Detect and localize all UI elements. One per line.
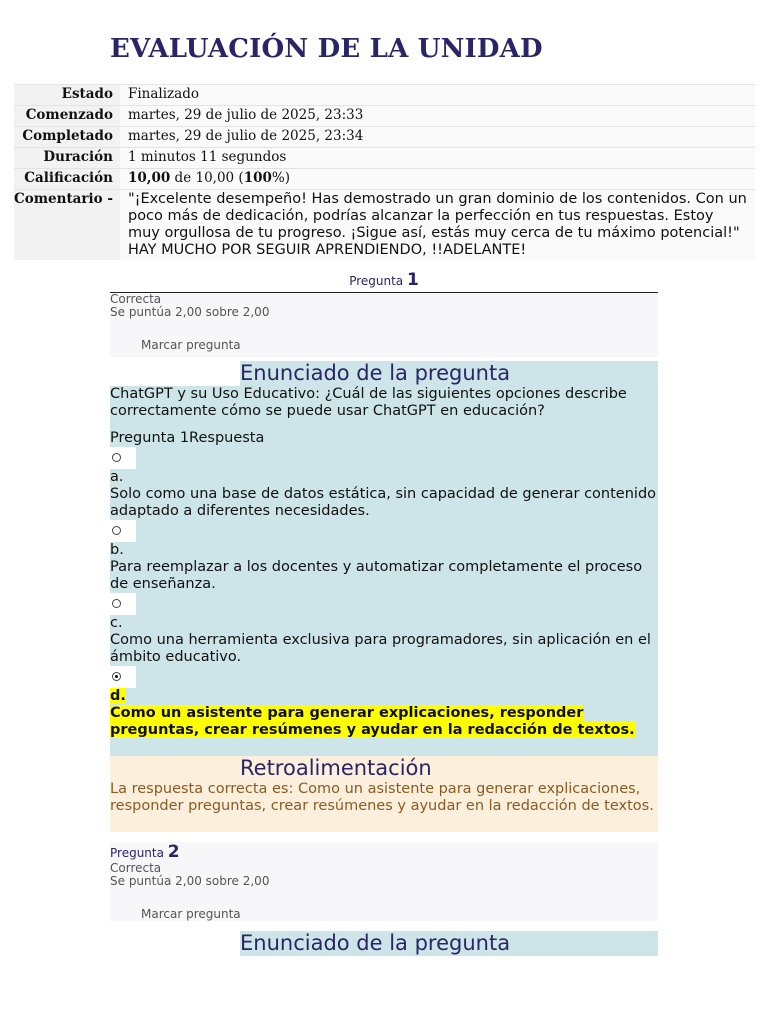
flag-question-2-link[interactable]: Marcar pregunta	[141, 907, 241, 921]
question-1-enunciado-title: Enunciado de la pregunta	[240, 361, 511, 385]
question-2-info	[110, 842, 658, 921]
option-d-radio[interactable]	[110, 666, 136, 688]
comenzado-label: Comenzado	[14, 106, 120, 127]
option-a-letter: a.	[110, 469, 124, 485]
feedback-title: Retroalimentación	[240, 756, 432, 780]
comentario-text: "¡Excelente desempeño! Has demostrado un gran dominio de los contenidos. Con un poco más de dedicación, podrías alcanzar la perfección en tus respuestas. Estoy muy orgullosa de tu progreso. ¡Sigue así, estás muy cerca de tu máximo potencial!"	[127, 191, 747, 241]
comenzado-value: martes, 29 de julio de 2025, 23:33	[120, 106, 755, 127]
summary-row-comentario	[14, 190, 755, 261]
comentario-label: Comentario -	[14, 190, 120, 261]
summary-row-calificacion	[14, 169, 755, 190]
duracion-value: 1 minutos 11 segundos	[120, 148, 755, 169]
option-c-text: Como una herramienta exclusiva para programadores, sin aplicación en el ámbito educativo.	[110, 632, 651, 665]
calificacion-of: de 10,00 (	[170, 170, 244, 186]
option-d-letter: d.	[110, 688, 126, 704]
summary-row-estado	[14, 85, 755, 106]
question-2-number: 2	[167, 842, 180, 862]
comentario-text-2: HAY MUCHO POR SEGUIR APRENDIENDO, !!ADELANTE!	[127, 242, 527, 258]
question-2-score: Se puntúa 2,00 sobre 2,00	[110, 874, 270, 888]
option-b-radio[interactable]	[110, 520, 136, 542]
summary-row-duracion	[14, 148, 755, 169]
question-2-status: Correcta	[110, 861, 162, 875]
question-1-number: 1	[406, 270, 419, 290]
completado-value: martes, 29 de julio de 2025, 23:34	[120, 127, 755, 148]
estado-label: Estado	[14, 85, 120, 106]
calificacion-end: %)	[271, 170, 290, 186]
question-2-label: Pregunta	[110, 846, 168, 860]
question-2-header	[110, 842, 658, 862]
option-b-letter: b.	[110, 542, 124, 558]
calificacion-value	[120, 169, 755, 190]
question-1-answer-label: Pregunta 1Respuesta	[110, 430, 265, 446]
calificacion-label: Calificación	[14, 169, 120, 190]
option-c-letter: c.	[110, 615, 123, 631]
completado-label: Completado	[14, 127, 120, 148]
question-1-status: Correcta	[110, 292, 162, 306]
page-title: EVALUACIÓN DE LA UNIDAD	[110, 34, 543, 64]
question-1-header	[110, 270, 658, 290]
option-d-text: Como un asistente para generar explicaciones, responder preguntas, crear resúmenes y ayudar en la redacción de textos.	[110, 705, 635, 738]
summary-row-comenzado	[14, 106, 755, 127]
calificacion-score: 10,00	[127, 170, 171, 186]
question-1-label: Pregunta	[349, 274, 407, 288]
comentario-value	[120, 190, 755, 261]
question-1-score: Se puntúa 2,00 sobre 2,00	[110, 305, 270, 319]
attempt-summary-table	[14, 84, 755, 260]
question-2-enunciado-title: Enunciado de la pregunta	[240, 931, 511, 955]
option-a-radio[interactable]	[110, 447, 136, 469]
option-c-radio[interactable]	[110, 593, 136, 615]
question-1-text: ChatGPT y su Uso Educativo: ¿Cuál de las siguientes opciones describe correctamente cómo se puede usar ChatGPT en educación?	[110, 386, 627, 419]
duracion-label: Duración	[14, 148, 120, 169]
estado-value: Finalizado	[120, 85, 755, 106]
flag-question-1-link[interactable]: Marcar pregunta	[141, 338, 241, 352]
feedback-text: La respuesta correcta es: Como un asistente para generar explicaciones, responder preguntas, crear resúmenes y ayudar en la redacción de textos.	[110, 781, 658, 815]
option-b-text: Para reemplazar a los docentes y automatizar completamente el proceso de enseñanza.	[110, 559, 643, 592]
question-1-info	[110, 293, 658, 357]
option-a-text: Solo como una base de datos estática, sin capacidad de generar contenido adaptado a diferentes necesidades.	[110, 486, 657, 519]
question-1-content	[110, 386, 658, 756]
summary-row-completado	[14, 127, 755, 148]
calificacion-percent: 100	[243, 170, 272, 186]
